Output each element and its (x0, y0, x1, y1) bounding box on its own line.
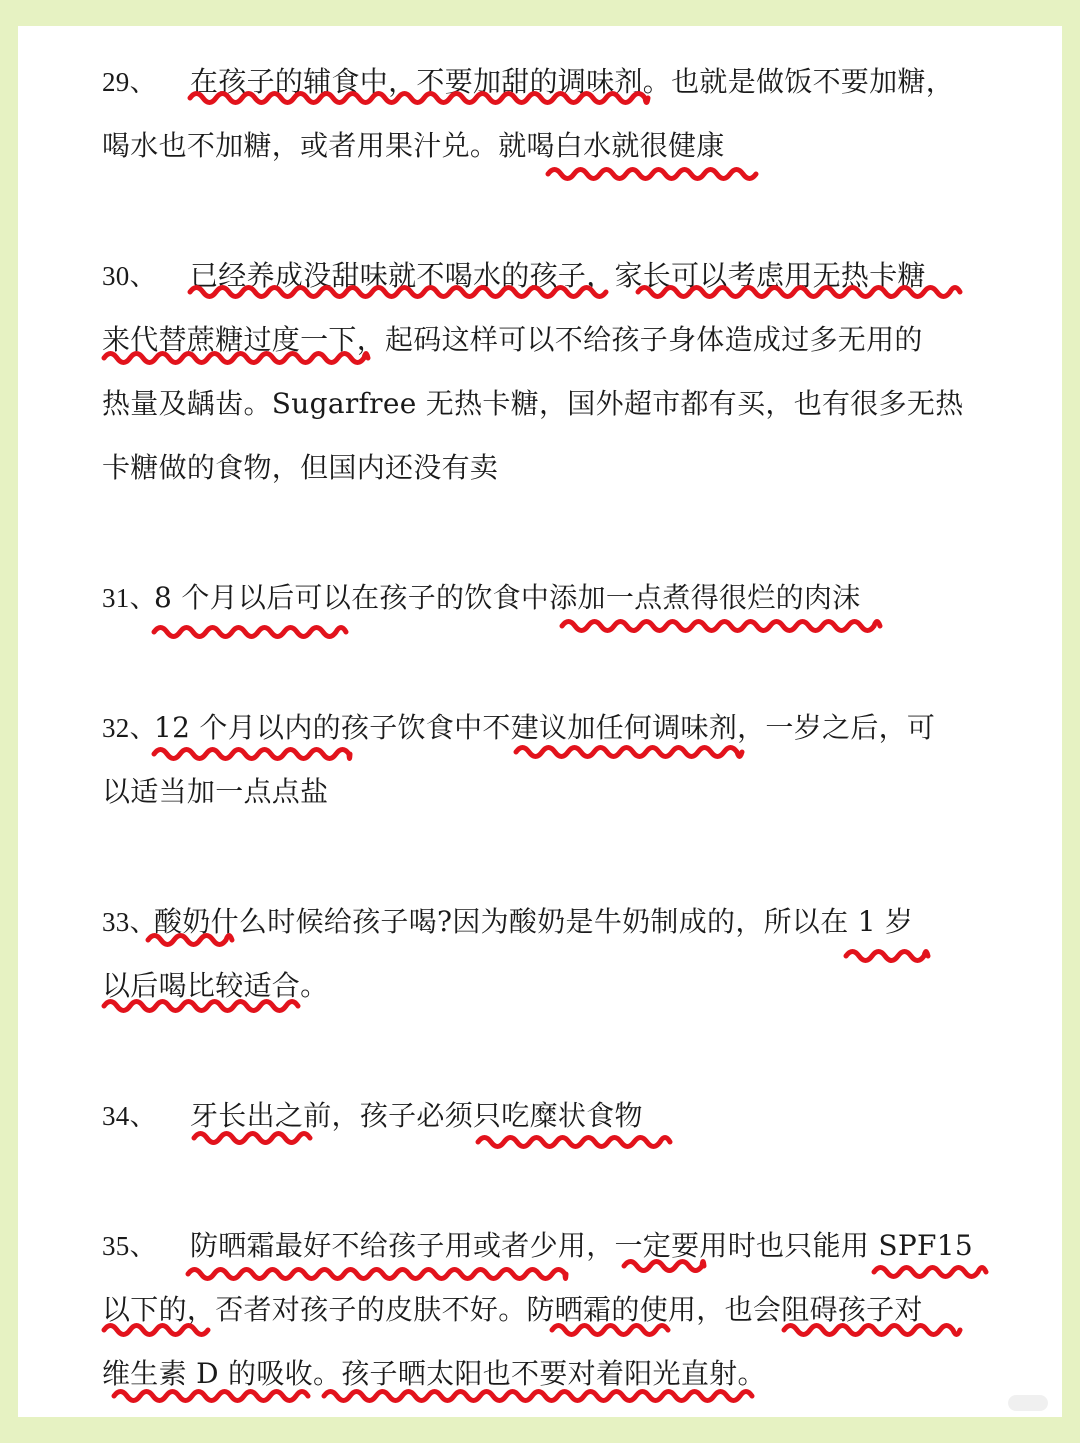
item-text: 8 个月以后可以在孩子的饮食中添加一点煮得很烂的肉沫 (154, 581, 861, 614)
item-number: 30、 (102, 261, 157, 291)
wavy-underline (846, 952, 928, 961)
wavy-underline (154, 628, 346, 637)
item-text: 以适当加一点点盐 (102, 775, 329, 808)
item-29-line-2 (102, 116, 725, 176)
item-text: 热量及龋齿。Sugarfree 无热卡糖，国外超市都有买，也有很多无热 (102, 387, 964, 420)
item-30-line-4 (102, 438, 498, 498)
item-text: 维生素 D 的吸收。孩子晒太阳也不要对着阳光直射。 (102, 1357, 766, 1390)
item-text: 已经养成没甜味就不喝水的孩子，家长可以考虑用无热卡糖 (190, 259, 926, 292)
item-number: 31、 (102, 583, 157, 613)
item-number: 32、 (102, 713, 157, 743)
item-33-line-2 (102, 956, 328, 1016)
item-text: 卡糖做的食物，但国内还没有卖 (102, 451, 499, 484)
item-number: 29、 (102, 67, 157, 97)
item-text: 防晒霜最好不给孩子用或者少用，一定要用时也只能用 SPF15 (190, 1229, 973, 1262)
item-33-line-1 (102, 892, 913, 952)
item-text: 在孩子的辅食中，不要加甜的调味剂。也就是做饭不要加糖， (190, 65, 955, 98)
item-30-line-1 (102, 246, 926, 306)
item-30-line-3 (102, 374, 964, 434)
item-32-line-2 (102, 762, 328, 822)
item-text: 喝水也不加糖，或者用果汁兑。就喝白水就很健康 (102, 129, 725, 162)
item-30-line-2 (102, 310, 923, 370)
item-31-line-1 (102, 568, 861, 628)
item-35-line-3 (102, 1344, 766, 1404)
item-text: 牙长出之前，孩子必须只吃糜状食物 (190, 1099, 643, 1132)
item-35-line-2 (102, 1280, 923, 1340)
item-text: 来代替蔗糖过度一下，起码这样可以不给孩子身体造成过多无用的 (102, 323, 923, 356)
item-text: 以下的，否者对孩子的皮肤不好。防晒霜的使用，也会阻碍孩子对 (102, 1293, 923, 1326)
watermark (1008, 1395, 1048, 1411)
item-32-line-1 (102, 698, 935, 758)
item-text: 以后喝比较适合。 (102, 969, 329, 1002)
item-number: 35、 (102, 1231, 157, 1261)
item-number: 34、 (102, 1101, 157, 1131)
item-text: 12 个月以内的孩子饮食中不建议加任何调味剂，一岁之后，可 (154, 711, 936, 744)
item-34-line-1 (102, 1086, 643, 1146)
item-35-line-1 (102, 1216, 973, 1276)
document-page (18, 26, 1062, 1417)
item-text: 酸奶什么时候给孩子喝?因为酸奶是牛奶制成的，所以在 1 岁 (154, 905, 914, 938)
item-29-line-1 (102, 52, 954, 112)
item-number: 33、 (102, 907, 157, 937)
